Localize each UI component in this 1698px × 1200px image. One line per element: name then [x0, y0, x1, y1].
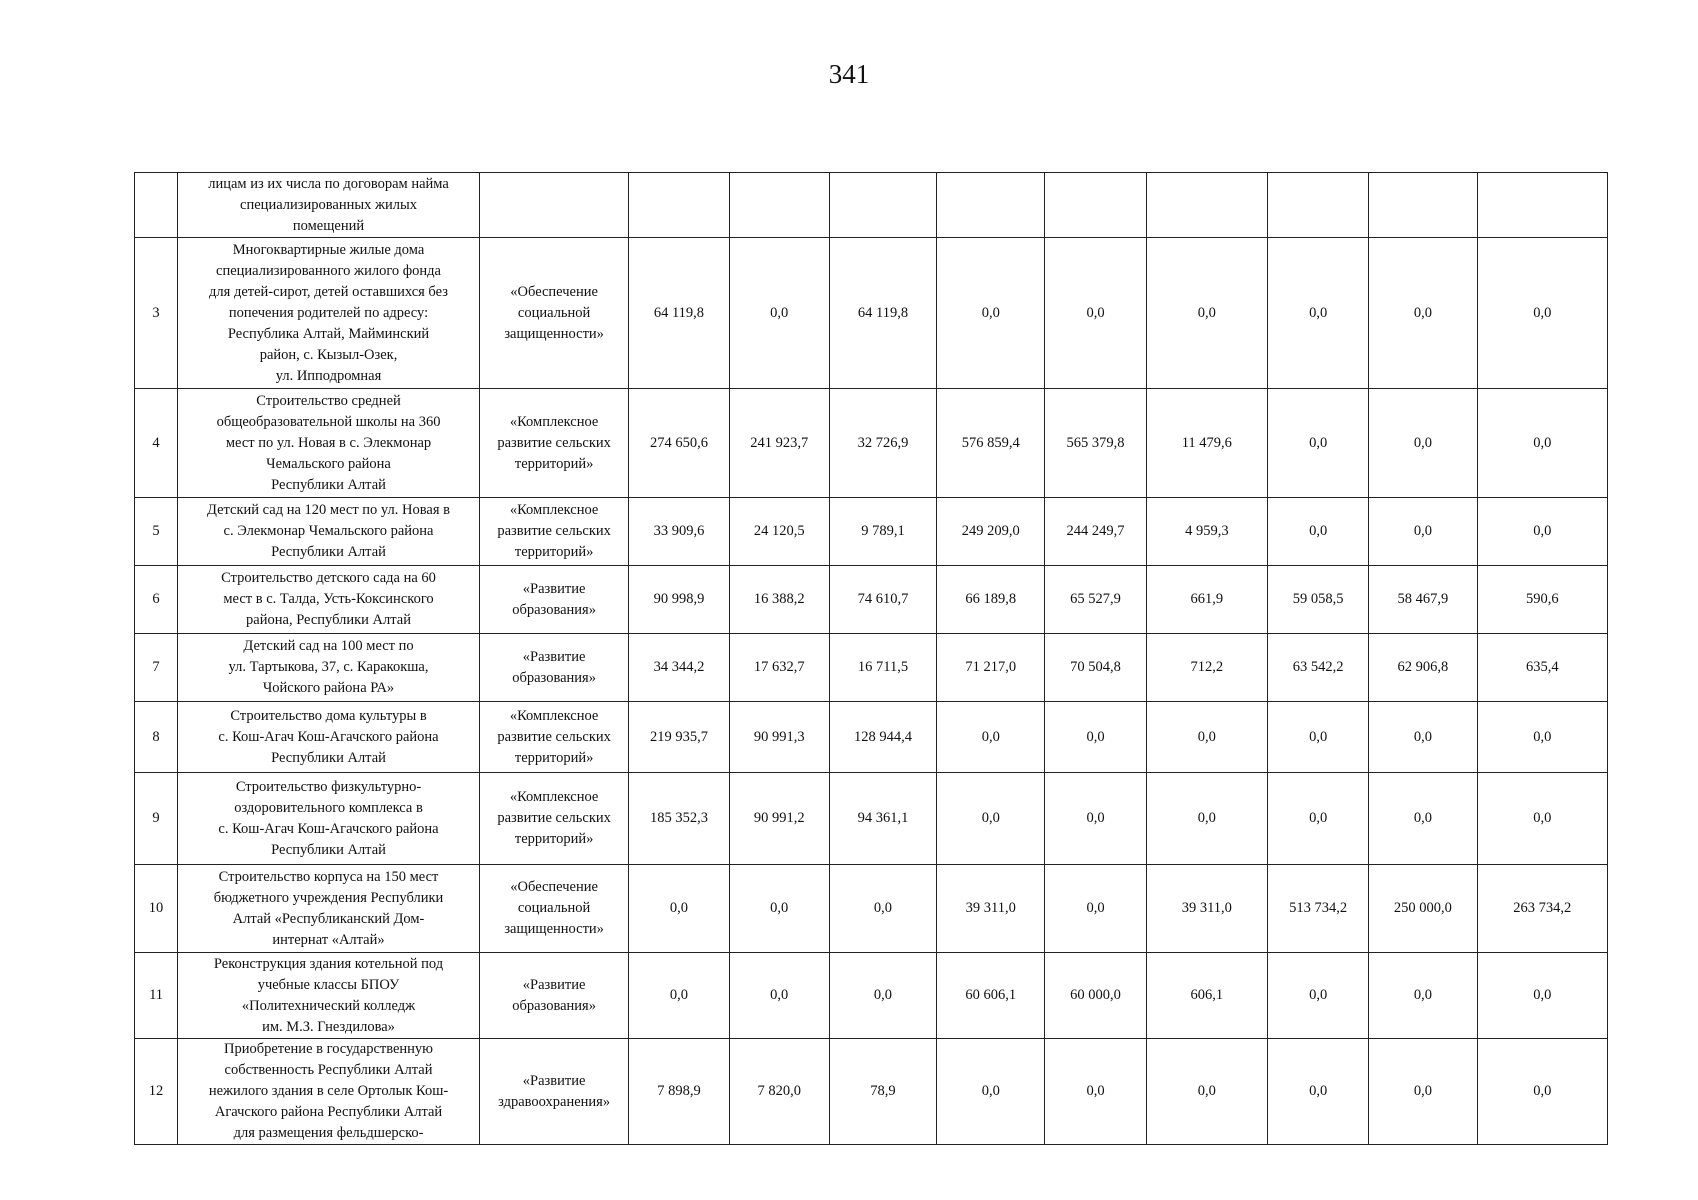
amount-cell: 39 311,0: [937, 865, 1045, 953]
object-description-cell: Строительство дома культуры в с. Кош-Агач Кош-Агачского района Республики Алтай: [178, 702, 480, 773]
amount-cell: 66 189,8: [937, 566, 1045, 634]
amount-cell: 0,0: [937, 1039, 1045, 1145]
amount-cell: 0,0: [729, 238, 829, 389]
row-number-cell: 10: [135, 865, 178, 953]
object-description-cell: Строительство детского сада на 60 мест в с. Талда, Усть-Коксинского района, Республики Алтай: [178, 566, 480, 634]
amount-cell: 0,0: [1268, 238, 1369, 389]
program-cell: «Развитие здравоохранения»: [479, 1039, 628, 1145]
amount-cell: 0,0: [1369, 702, 1477, 773]
amount-cell: 590,6: [1477, 566, 1607, 634]
amount-cell: 11 479,6: [1146, 389, 1267, 498]
amount-cell: [1369, 173, 1477, 238]
amount-cell: 0,0: [1477, 238, 1607, 389]
table-row: [135, 865, 1608, 953]
amount-cell: 0,0: [1146, 702, 1267, 773]
object-description-cell: Детский сад на 120 мест по ул. Новая в с. Элекмонар Чемальского района Республики Алтай: [178, 498, 480, 566]
amount-cell: 7 820,0: [729, 1039, 829, 1145]
object-description-cell: Строительство корпуса на 150 мест бюджетного учреждения Республики Алтай «Республиканский Дом- интернат «Алтай»: [178, 865, 480, 953]
amount-cell: 0,0: [1268, 953, 1369, 1039]
amount-cell: 241 923,7: [729, 389, 829, 498]
amount-cell: 74 610,7: [829, 566, 936, 634]
program-cell: «Развитие образования»: [479, 953, 628, 1039]
amount-cell: 0,0: [1045, 773, 1146, 865]
amount-cell: 606,1: [1146, 953, 1267, 1039]
amount-cell: 0,0: [1477, 498, 1607, 566]
amount-cell: 90 991,3: [729, 702, 829, 773]
amount-cell: 565 379,8: [1045, 389, 1146, 498]
amount-cell: 0,0: [1369, 1039, 1477, 1145]
amount-cell: 0,0: [1268, 773, 1369, 865]
amount-cell: 71 217,0: [937, 634, 1045, 702]
amount-cell: [1477, 173, 1607, 238]
amount-cell: 0,0: [829, 953, 936, 1039]
program-cell: «Обеспечение социальной защищенности»: [479, 865, 628, 953]
amount-cell: 0,0: [1045, 238, 1146, 389]
amount-cell: 0,0: [1369, 773, 1477, 865]
amount-cell: 274 650,6: [629, 389, 729, 498]
amount-cell: 513 734,2: [1268, 865, 1369, 953]
amount-cell: 0,0: [729, 865, 829, 953]
program-cell: «Комплексное развитие сельских территорий»: [479, 498, 628, 566]
amount-cell: 250 000,0: [1369, 865, 1477, 953]
program-cell: «Развитие образования»: [479, 566, 628, 634]
amount-cell: 58 467,9: [1369, 566, 1477, 634]
amount-cell: 219 935,7: [629, 702, 729, 773]
budget-table: [134, 172, 1608, 1145]
amount-cell: 60 000,0: [1045, 953, 1146, 1039]
amount-cell: 0,0: [1268, 702, 1369, 773]
amount-cell: 4 959,3: [1146, 498, 1267, 566]
amount-cell: 263 734,2: [1477, 865, 1607, 953]
amount-cell: 32 726,9: [829, 389, 936, 498]
amount-cell: 0,0: [829, 865, 936, 953]
amount-cell: 24 120,5: [729, 498, 829, 566]
table-row: [135, 953, 1608, 1039]
amount-cell: 576 859,4: [937, 389, 1045, 498]
amount-cell: 0,0: [1369, 953, 1477, 1039]
amount-cell: 33 909,6: [629, 498, 729, 566]
amount-cell: 17 632,7: [729, 634, 829, 702]
amount-cell: 62 906,8: [1369, 634, 1477, 702]
table-body: [135, 173, 1608, 1145]
amount-cell: 7 898,9: [629, 1039, 729, 1145]
object-description-cell: Приобретение в государственную собственность Республики Алтай нежилого здания в селе Ортолык Кош- Агачского района Республики Алтай для размещения фельдшерско-: [178, 1039, 480, 1145]
amount-cell: 63 542,2: [1268, 634, 1369, 702]
page-number: 341: [828, 59, 870, 89]
row-number-cell: 7: [135, 634, 178, 702]
amount-cell: 0,0: [1045, 702, 1146, 773]
row-number-cell: 4: [135, 389, 178, 498]
row-number-cell: 5: [135, 498, 178, 566]
amount-cell: 90 998,9: [629, 566, 729, 634]
amount-cell: 661,9: [1146, 566, 1267, 634]
amount-cell: 0,0: [1268, 389, 1369, 498]
amount-cell: 90 991,2: [729, 773, 829, 865]
amount-cell: 70 504,8: [1045, 634, 1146, 702]
object-description-cell: Строительство физкультурно- оздоровительного комплекса в с. Кош-Агач Кош-Агачского района Республики Алтай: [178, 773, 480, 865]
amount-cell: 0,0: [1477, 773, 1607, 865]
object-description-cell: лицам из их числа по договорам найма специализированных жилых помещений: [178, 173, 480, 238]
row-number-cell: 6: [135, 566, 178, 634]
amount-cell: 16 388,2: [729, 566, 829, 634]
amount-cell: 712,2: [1146, 634, 1267, 702]
object-description-cell: Детский сад на 100 мест по ул. Тартыкова, 37, с. Каракокша, Чойского района РА»: [178, 634, 480, 702]
amount-cell: 78,9: [829, 1039, 936, 1145]
amount-cell: 94 361,1: [829, 773, 936, 865]
amount-cell: 0,0: [629, 953, 729, 1039]
object-description-cell: Многоквартирные жилые дома специализированного жилого фонда для детей-сирот, детей оставшихся без попечения родителей по адресу: Республика Алтай, Майминский район, с. Кызыл-Озек, ул. Ипподромная: [178, 238, 480, 389]
amount-cell: 60 606,1: [937, 953, 1045, 1039]
program-cell: «Комплексное развитие сельских территорий»: [479, 389, 628, 498]
program-cell: «Комплексное развитие сельских территорий»: [479, 702, 628, 773]
amount-cell: 0,0: [1268, 1039, 1369, 1145]
object-description-cell: Строительство средней общеобразовательной школы на 360 мест по ул. Новая в с. Элекмонар Чемальского района Республики Алтай: [178, 389, 480, 498]
amount-cell: 635,4: [1477, 634, 1607, 702]
program-cell: «Обеспечение социальной защищенности»: [479, 238, 628, 389]
amount-cell: 244 249,7: [1045, 498, 1146, 566]
amount-cell: 0,0: [1477, 1039, 1607, 1145]
amount-cell: 0,0: [937, 702, 1045, 773]
row-number-cell: 11: [135, 953, 178, 1039]
amount-cell: 0,0: [1146, 773, 1267, 865]
amount-cell: 9 789,1: [829, 498, 936, 566]
row-number-cell: 8: [135, 702, 178, 773]
row-number-cell: [135, 173, 178, 238]
object-description-cell: Реконструкция здания котельной под учебные классы БПОУ «Политехнический колледж им. М.З. Гнездилова»: [178, 953, 480, 1039]
amount-cell: 0,0: [1369, 389, 1477, 498]
table-row: [135, 498, 1608, 566]
amount-cell: 0,0: [1477, 702, 1607, 773]
amount-cell: 16 711,5: [829, 634, 936, 702]
amount-cell: 0,0: [1369, 238, 1477, 389]
amount-cell: 0,0: [1477, 389, 1607, 498]
amount-cell: [1268, 173, 1369, 238]
amount-cell: 0,0: [1045, 1039, 1146, 1145]
amount-cell: [729, 173, 829, 238]
amount-cell: 0,0: [937, 773, 1045, 865]
amount-cell: 64 119,8: [829, 238, 936, 389]
amount-cell: 59 058,5: [1268, 566, 1369, 634]
amount-cell: [829, 173, 936, 238]
program-cell: [479, 173, 628, 238]
table-row: [135, 773, 1608, 865]
table-row: [135, 702, 1608, 773]
amount-cell: 65 527,9: [1045, 566, 1146, 634]
amount-cell: 0,0: [1268, 498, 1369, 566]
amount-cell: 128 944,4: [829, 702, 936, 773]
table-row: [135, 1039, 1608, 1145]
amount-cell: 0,0: [729, 953, 829, 1039]
row-number-cell: 12: [135, 1039, 178, 1145]
table-row: [135, 566, 1608, 634]
program-cell: «Развитие образования»: [479, 634, 628, 702]
amount-cell: 0,0: [1146, 238, 1267, 389]
table-row: [135, 389, 1608, 498]
amount-cell: [1045, 173, 1146, 238]
amount-cell: 249 209,0: [937, 498, 1045, 566]
amount-cell: 0,0: [1477, 953, 1607, 1039]
amount-cell: 64 119,8: [629, 238, 729, 389]
row-number-cell: 3: [135, 238, 178, 389]
table-row: [135, 634, 1608, 702]
row-number-cell: 9: [135, 773, 178, 865]
amount-cell: 185 352,3: [629, 773, 729, 865]
amount-cell: 0,0: [937, 238, 1045, 389]
amount-cell: [1146, 173, 1267, 238]
amount-cell: 0,0: [1146, 1039, 1267, 1145]
amount-cell: 34 344,2: [629, 634, 729, 702]
amount-cell: [937, 173, 1045, 238]
table-row: [135, 173, 1608, 238]
amount-cell: 39 311,0: [1146, 865, 1267, 953]
amount-cell: 0,0: [629, 865, 729, 953]
program-cell: «Комплексное развитие сельских территорий»: [479, 773, 628, 865]
table-row: [135, 238, 1608, 389]
amount-cell: 0,0: [1045, 865, 1146, 953]
amount-cell: [629, 173, 729, 238]
amount-cell: 0,0: [1369, 498, 1477, 566]
